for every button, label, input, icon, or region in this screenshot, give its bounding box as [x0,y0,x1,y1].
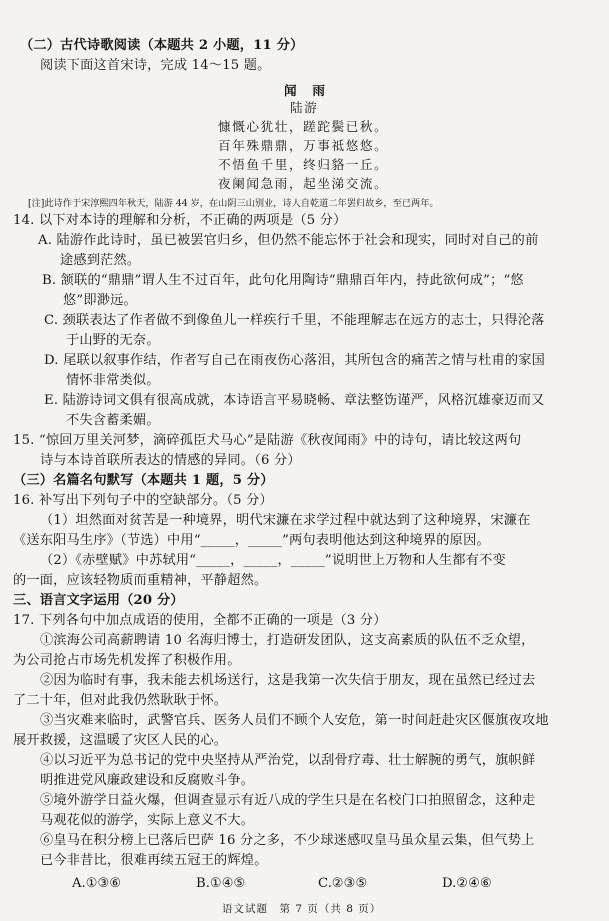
poem-annotation: [注]此诗作于宋淳熙四年秋天，陆游 44 岁，在山阴三山别业，诗人自乾道二年罢归故乡，至已两年。 [28,198,439,209]
q16-item-1: （1）坦然面对贫苦是一种境界，明代宋濂在求学过程中就达到了这种境界，宋濂在 [40,513,531,528]
part-three-heading: 三、语言文字运用（20 分） [13,593,184,608]
poem-author: 陆游 [290,100,319,115]
q17-sentence-6: ⑥皇马在积分榜上已落后巴萨 16 分之多，不少球迷感叹皇马虽众星云集，但气势上 [40,833,535,848]
q17-sentence-6-cont: 已今非昔比，很难再续五冠王的辉煌。 [40,853,268,868]
q16-item-2-cont: 的一面，应该轻物质而重精神，平静超然。 [13,573,268,588]
q17-sentence-4-cont: 明推进党风廉政建设和反腐败斗争。 [40,773,255,788]
q17-sentence-5-cont: 马观花似的游学，实际上意义不大。 [40,813,255,828]
answer-option-c: C.②③⑤ [318,876,368,891]
page-footer: 语文试题 第 7 页（共 8 页） [222,903,382,915]
poem-line: 夜阑闻急雨，起坐涕交流。 [218,176,389,191]
q14-option-c-cont: 于山野的无奈。 [66,333,160,348]
answer-option-a: A.①③⑥ [72,876,122,891]
q14-option-e-cont: 不失含蓄柔媚。 [66,413,160,428]
section-heading-poetry: （二）古代诗歌阅读（本题共 2 小题，11 分） [20,38,304,53]
section-heading-recitation: （三）名篇名句默写（本题共 1 题，5 分） [13,473,274,488]
q17-sentence-1-cont: 为公司抢占市场先机发挥了积极作用。 [13,653,241,668]
poem-line: 百年殊鼎鼎，万事祗悠悠。 [218,138,389,153]
q14-option-a-cont: 途感到茫然。 [60,253,141,268]
reading-instruction: 阅读下面这首宋诗，完成 14～15 题。 [40,58,271,73]
q17-sentence-5: ⑤境外游学日益火爆，但调查显示有近八成的学生只是在名校门口拍照留念，这种走 [40,793,536,808]
poem-line: 不悟鱼千里，终归貉一丘。 [218,157,389,172]
q14-option-c: C. 颈联表达了作者做不到像鱼儿一样疾行千里，不能理解志在远方的志士，只得沦落 [44,313,545,328]
question-15-stem: 15. “惊回万里关河梦，滴碎孤臣犬马心”是陆游《秋夜闻雨》中的诗句，请比较这两句 [13,433,522,448]
q14-option-d-cont: 情怀非常类似。 [66,373,160,388]
q14-option-d: D. 尾联以叙事作结，作者写自己在雨夜伤心落泪，其所包含的痛苦之情与杜甫的家国 [44,353,546,368]
q16-item-1-cont: 《送东阳马生序》（节选）中用“_____，_____”两句表明他达到这种境界的原因。 [13,533,490,548]
q17-sentence-2-cont: 了二十年，但对此我仍然耿耿于怀。 [13,693,228,708]
q17-sentence-3-cont: 展开救援，这温暖了灾区人民的心。 [13,733,228,748]
q14-option-e: E. 陆游诗词文俱有很高成就，本诗语言平易晓畅、章法整饬谨严，风格沉雄豪迈而又 [44,393,545,408]
question-16-stem: 16. 补写出下列句子中的空缺部分。（5 分） [13,493,273,508]
q17-sentence-3: ③当灾难来临时，武警官兵、医务人员们不顾个人安危，第一时间赶赴灾区偃旗夜攻地 [40,713,549,728]
answer-option-d: D.②④⑥ [442,876,492,891]
q14-option-b-cont: 悠”即渺远。 [63,293,137,308]
q17-sentence-2: ②因为临时有事，我未能去机场送行，这是我第一次失信于朋友，现在虽然已经过去 [40,673,536,688]
poem-title: 闻 雨 [284,83,327,98]
answer-option-b: B.①④⑤ [196,876,246,891]
question-14-stem: 14. 以下对本诗的理解和分析，不正确的两项是（5 分） [13,213,347,228]
q17-sentence-1: ①滨海公司高薪聘请 10 名海归博士，打造研发团队，这支高素质的队伍不乏众望， [40,633,535,648]
q14-option-b: B. 颔联的“鼎鼎”谓人生不过百年，此句化用陶诗“鼎鼎百年内，持此欲何成”；“悠 [42,273,524,288]
q17-sentence-4: ④以习近平为总书记的党中央坚持从严治党，以刮骨疗毒、壮士解腕的勇气，旗帜鲜 [40,753,536,768]
question-15-stem-cont: 诗与本诗首联所表达的情感的异同。（6 分） [40,453,301,468]
q14-option-a: A. 陆游作此诗时，虽已被罢官归乡，但仍然不能忘怀于社会和现实，同时对自己的前 [38,233,539,248]
poem-line: 慷慨心犹壮，蹉跎鬓已秋。 [218,119,389,134]
q16-item-2: （2）《赤壁赋》中苏轼用“_____，_____，_____”说明世上万物和人生都有不变 [40,553,506,568]
question-17-stem: 17. 下列各句中加点成语的使用，全都不正确的一项是（3 分） [13,613,387,628]
